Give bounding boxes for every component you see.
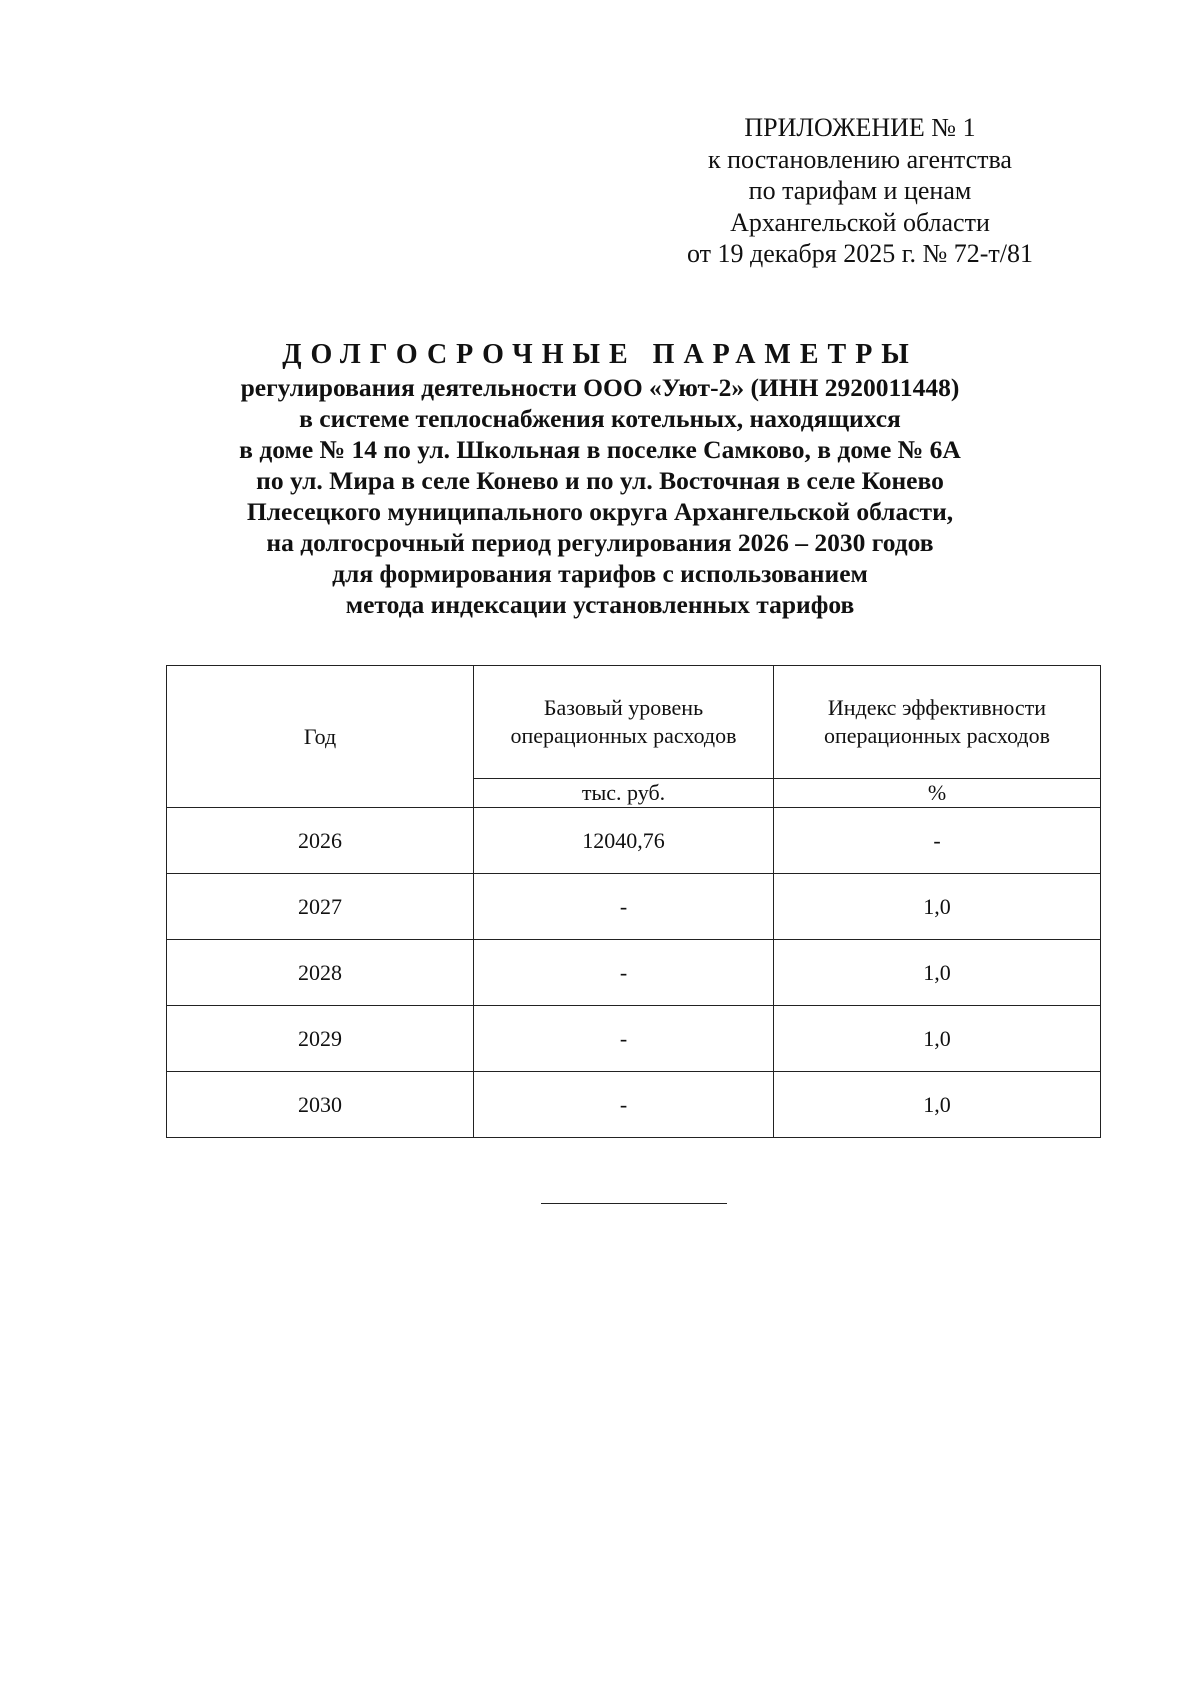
title-line: для формирования тарифов с использованием	[332, 559, 868, 588]
title-main: ДОЛГОСРОЧНЫЕ ПАРАМЕТРЫ	[282, 339, 918, 370]
parameters-table	[166, 665, 1101, 1138]
header-base-level	[474, 666, 774, 779]
title-line: регулирования деятельности ООО «Уют-2» (ИНН 2920011448)	[240, 373, 960, 402]
header-efficiency-index	[774, 666, 1101, 779]
appendix-line: по тарифам и ценам	[748, 176, 972, 205]
document-title	[150, 338, 1050, 620]
cell-index: 1,0	[774, 1006, 1101, 1072]
appendix-header	[620, 112, 1100, 270]
unit-base: тыс. руб.	[474, 779, 774, 808]
cell-year: 2029	[167, 1006, 474, 1072]
cell-index: 1,0	[774, 940, 1101, 1006]
cell-year: 2028	[167, 940, 474, 1006]
cell-index: 1,0	[774, 874, 1101, 940]
appendix-line: Архангельской области	[730, 207, 990, 237]
header-base-line: операционных расходов	[510, 723, 737, 748]
cell-base: -	[474, 1006, 774, 1072]
table-row	[167, 1006, 1101, 1072]
table-row	[167, 1072, 1101, 1138]
appendix-title: ПРИЛОЖЕНИЕ № 1	[744, 113, 976, 142]
cell-base: -	[474, 940, 774, 1006]
cell-year: 2026	[167, 808, 474, 874]
cell-year: 2030	[167, 1072, 474, 1138]
header-index-line: операционных расходов	[823, 723, 1051, 748]
title-line: в системе теплоснабжения котельных, находящихся	[299, 404, 901, 433]
cell-index: 1,0	[774, 1072, 1101, 1138]
header-base-line: Базовый уровень	[543, 695, 704, 720]
appendix-date-number: от 19 декабря 2025 г. № 72-т/81	[686, 239, 1034, 268]
cell-year: 2027	[167, 874, 474, 940]
header-year-label: Год	[303, 723, 337, 749]
end-divider	[541, 1203, 727, 1204]
cell-base: 12040,76	[474, 808, 774, 874]
table-row	[167, 808, 1101, 874]
header-index-line: Индекс эффективности	[827, 695, 1047, 720]
title-line: в доме № 14 по ул. Школьная в поселке Самково, в доме № 6А	[239, 435, 961, 464]
table-row	[167, 874, 1101, 940]
title-line: по ул. Мира в селе Конево и по ул. Восточная в селе Конево	[256, 466, 944, 495]
header-year	[167, 666, 474, 808]
cell-base: -	[474, 874, 774, 940]
title-line: Плесецкого муниципального округа Архангельской области,	[246, 497, 954, 526]
table-row	[167, 940, 1101, 1006]
appendix-line: к постановлению агентства	[708, 144, 1012, 174]
unit-index: %	[774, 779, 1101, 808]
title-line: метода индексации установленных тарифов	[345, 590, 855, 619]
table-header-row	[167, 666, 1101, 779]
title-line: на долгосрочный период регулирования 2026 – 2030 годов	[266, 528, 934, 557]
cell-base: -	[474, 1072, 774, 1138]
cell-index: -	[774, 808, 1101, 874]
